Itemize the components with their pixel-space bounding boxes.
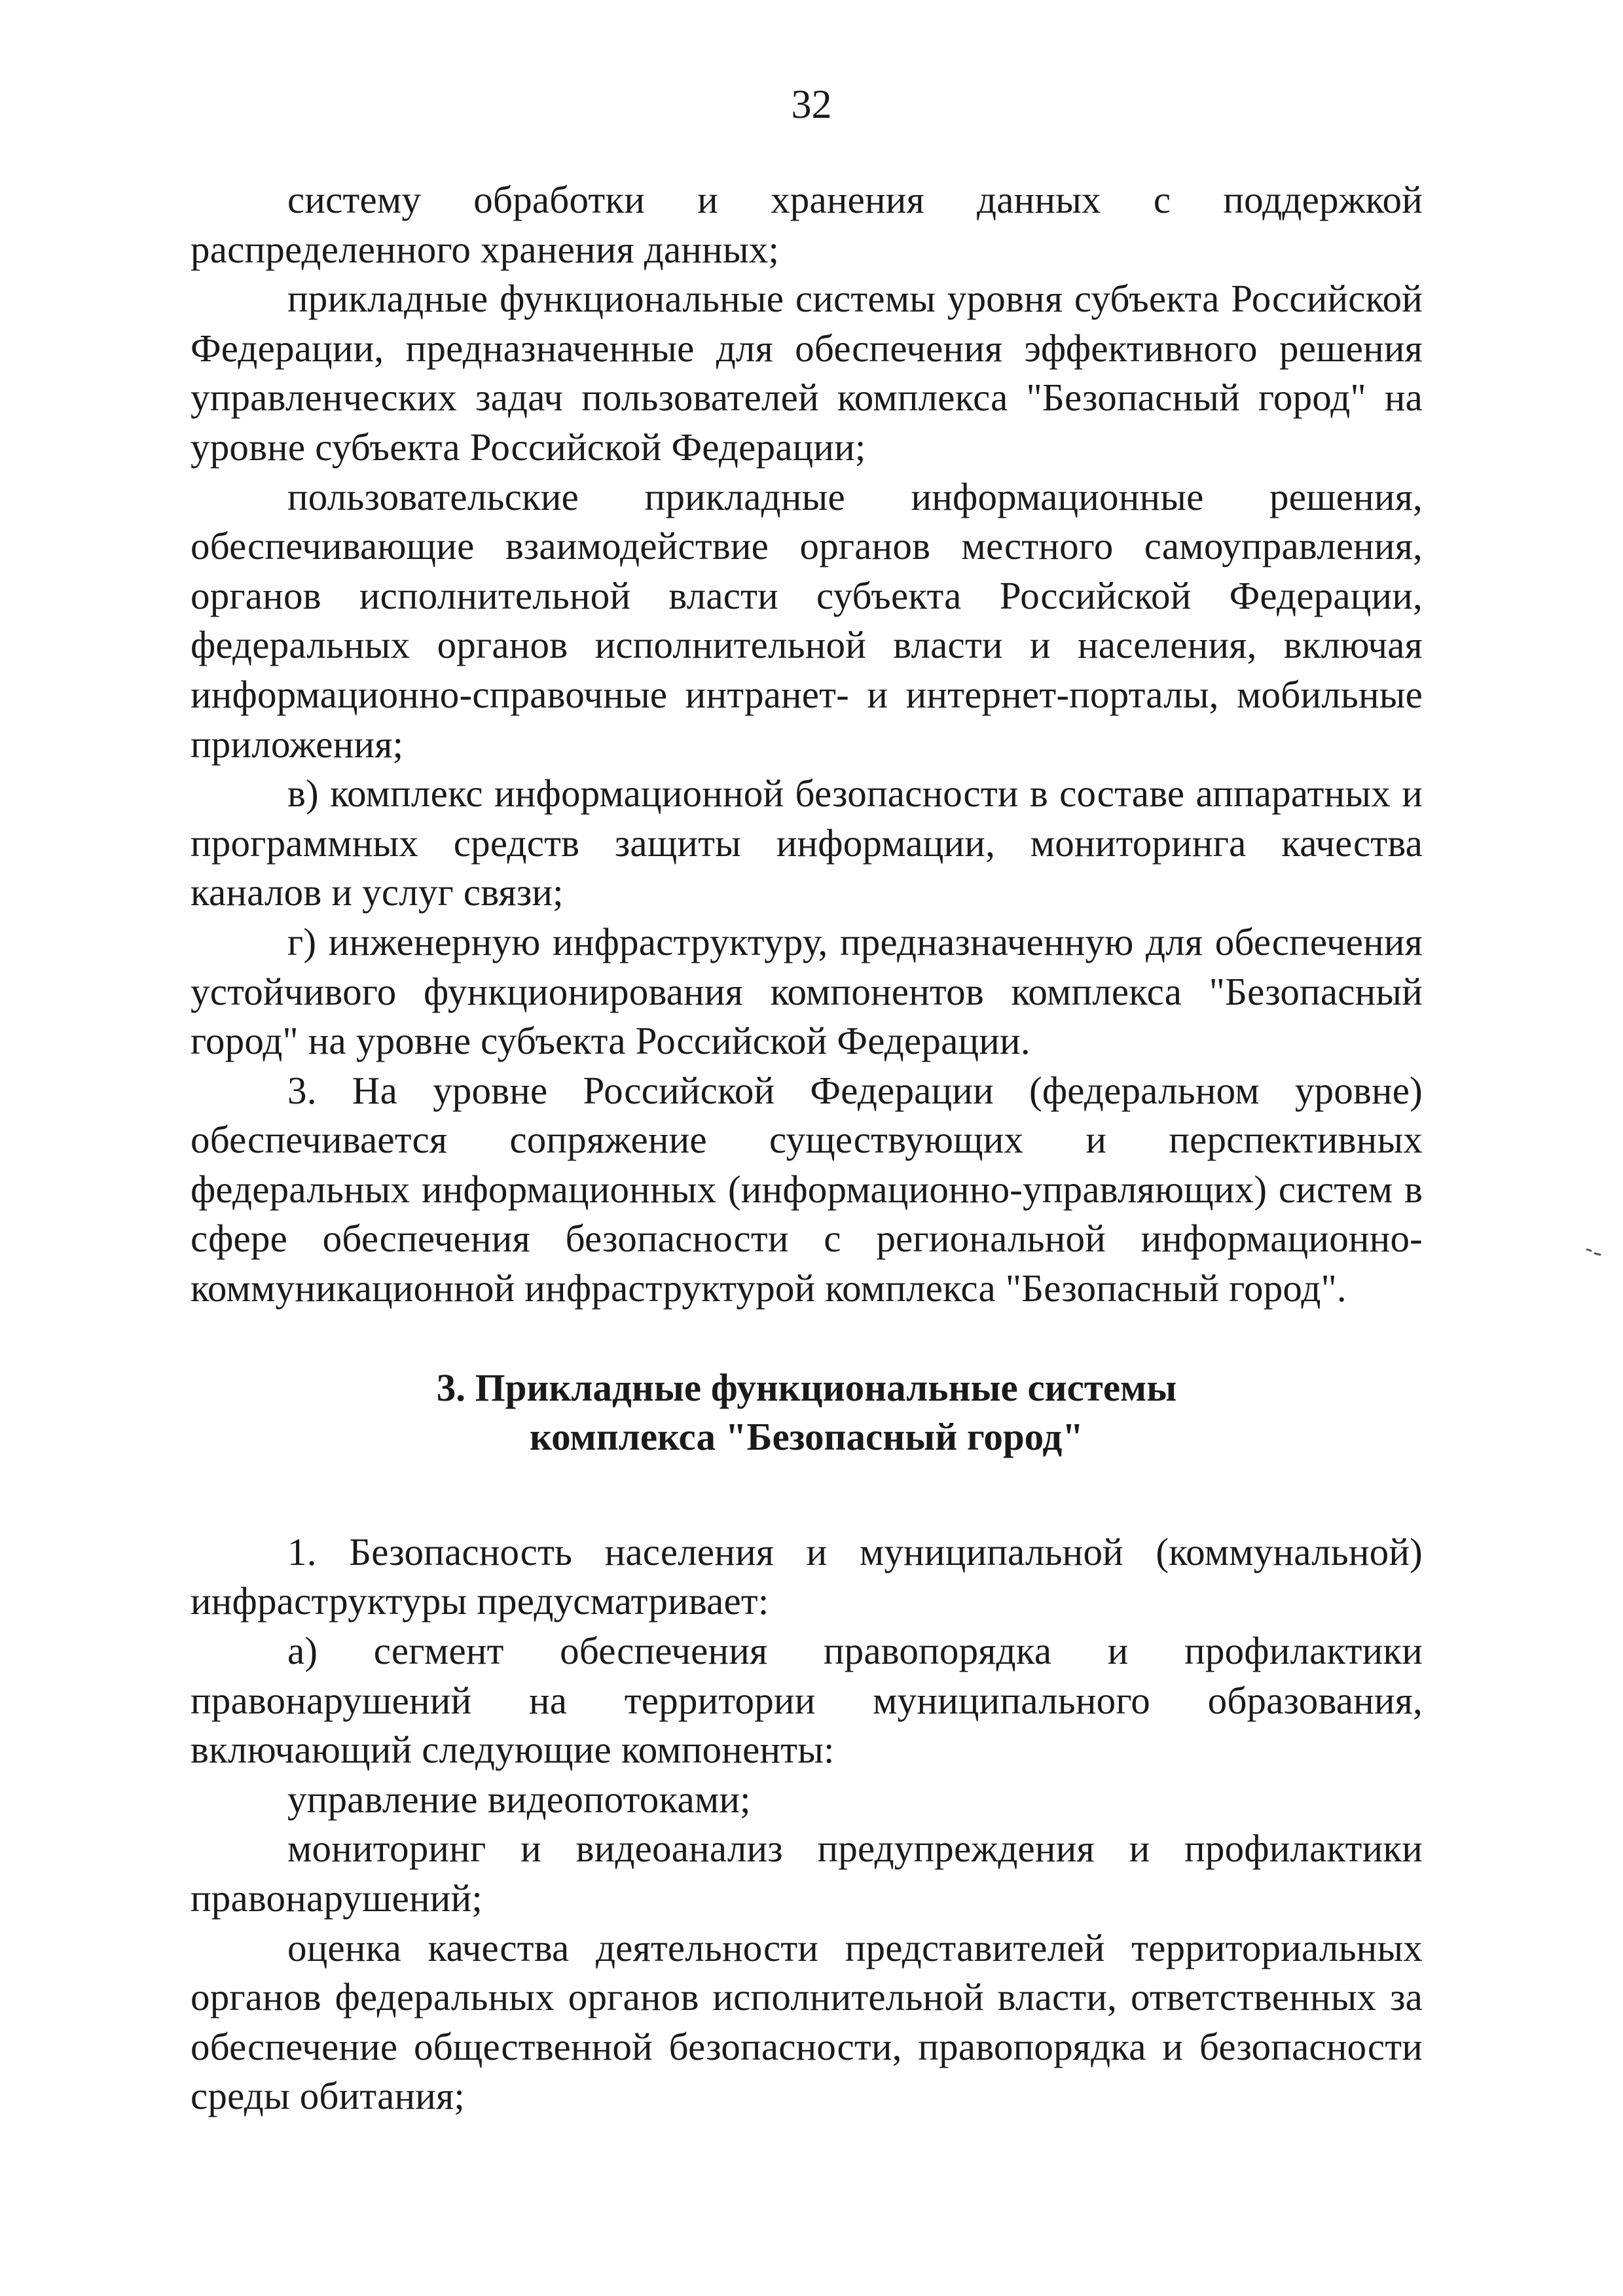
paragraph-applied-systems: прикладные функциональные системы уровня субъекта Российской Федерации, предназначенные для обеспечения эффективного решения управленческих задач пользователей комплекса "Безопасный город" на уровне субъекта Российской Федерации; <box>191 277 1423 469</box>
paragraph-user-solutions: пользовательские прикладные информационные решения, обеспечивающие взаимодействие органов местного самоуправления, органов исполнительной власти субъекта Российской Федерации, федеральных органов исполнительной власти и населения, включая информационно-справочные интранет- и интернет-порталы, мобильные приложения; <box>191 475 1423 766</box>
page-number: 32 <box>791 82 832 127</box>
paragraph-quality-assessment: оценка качества деятельности представителей территориальных органов федеральных органов исполнительной власти, ответственных за обеспечение общественной безопасности, правопорядка и безопасности среды обитания; <box>191 1926 1423 2118</box>
paragraph-video-streams: управление видеопотоками; <box>287 1777 751 1821</box>
paragraph-video-analysis: мониторинг и видеоанализ предупреждения и профилактики правонарушений; <box>191 1827 1423 1920</box>
paragraph-item-v-security: в) комплекс информационной безопасности в составе аппаратных и программных средств защиты информации, мониторинга качества каналов и услуг связи; <box>191 772 1423 914</box>
paragraph-item-a-law-enforcement: а) сегмент обеспечения правопорядка и профилактики правонарушений на территории муниципального образования, включающий следующие компоненты: <box>191 1629 1423 1772</box>
section-heading <box>191 1363 1423 1462</box>
paragraph-federal-level: 3. На уровне Российской Федерации (федеральном уровне) обеспечивается сопряжение существующих и перспективных федеральных информационных (информационно-управляющих) систем в сфере обеспечения безопасности с региональной информационно-коммуникационной инфраструктурой комплекса "Безопасный город". <box>191 1068 1423 1310</box>
section-heading-line-2: комплекса "Безопасный город" <box>529 1415 1084 1459</box>
paragraph-item-g-infrastructure: г) инженерную инфраструктуру, предназначенную для обеспечения устойчивого функционирования компонентов комплекса "Безопасный город" на уровне субъекта Российской Федерации. <box>191 920 1423 1063</box>
spacer <box>191 1314 1423 1363</box>
document-body <box>191 175 1423 2121</box>
paragraph-population-safety: 1. Безопасность населения и муниципальной (коммунальной) инфраструктуры предусматривает: <box>191 1530 1423 1623</box>
section-heading-line-1: 3. Прикладные функциональные системы <box>436 1365 1177 1409</box>
paragraph-storage-system: систему обработки и хранения данных с поддержкой распределенного хранения данных; <box>191 178 1423 271</box>
spacer <box>191 1462 1423 1528</box>
scan-artifact-mark <box>1586 1247 1603 1257</box>
